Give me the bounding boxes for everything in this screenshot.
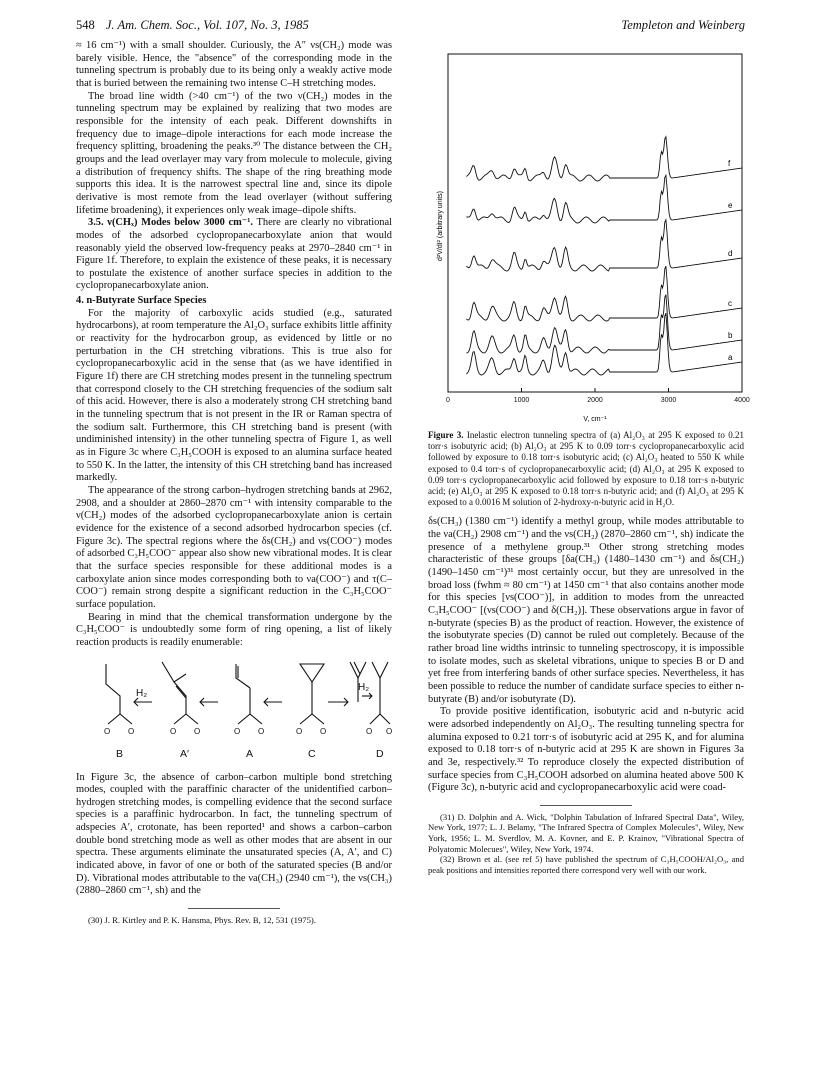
journal-citation: J. Am. Chem. Soc., Vol. 107, No. 3, 1985	[105, 18, 309, 32]
species-label: D	[376, 747, 384, 760]
curve-label: f	[728, 159, 731, 168]
x-tick-label: 4000	[734, 397, 750, 404]
x-tick-label: 3000	[660, 397, 677, 404]
running-header	[76, 18, 745, 34]
oxygen-label: O	[128, 726, 135, 736]
h2-label: H₂	[358, 681, 370, 693]
paragraph: To provide positive identification, isobutyric acid and n-butyric acid were adsorbed independently on Al₂O₃. The resulting tunneling spectra for alumina exposed to 0.21 torr·s of isobutyric acid at 295 K, and for alumina exposed to 0.18 torr·s of n-butyric acid at 295 K are shown in Figures 3a and 3e, respectively.³² To reproduce closely the expected distribution of surface species from C₃H₅COOH adsorbed on alumina heated above 500 K (Figure 3c), n-butyric acid and cyclopropanecarboxylic acid were coad-	[428, 706, 744, 794]
spectrum-e	[466, 175, 742, 223]
paragraph: For the majority of carboxylic acids studied (e.g., saturated hydrocarbons), at room temperature the Al₂O₃ surface exhibits little affinity or reactivity for the hydrocarbon group, as evidenced by little or no perturbation in the CH stretching vibrations. This is true also for cyclopropanecarboxylic acid in the sense that (as we have identified in Figure 1f) there are CH stretching modes present in the tunneling spectrum that correspond closely to the CH stretching frequencies of the sodium salt of this acid. However, there is also a moderately strong CH stretching band in the tunneling spectrum that is not present in the IR or Raman spectra of the sodium salt. Furthermore, this CH stretching band is present (with undiminished intensity) in the other tunneling spectra of Figure 1, as well as in Figure 3c where C₃H₅COOH is exposed to an alumina surface heated to 550 K. In the latter, the intensity of this CH stretching band has increased markedly.	[76, 307, 392, 484]
oxygen-label: O	[320, 726, 327, 736]
paragraph: ≈ 16 cm⁻¹) with a small shoulder. Curiously, the A″ νs(CH₂) mode was barely visible. Hence, the "absence" of the corresponding mode in the tunneling spectrum is probably due to its being only a weakly active mode that is buried between the remaining two intense C–H stretching modes.	[76, 40, 392, 89]
left-column	[76, 40, 392, 926]
section-heading: 4. n-Butyrate Surface Species	[76, 295, 207, 307]
oxygen-label: O	[386, 726, 393, 736]
oxygen-label: O	[366, 726, 373, 736]
oxygen-label: O	[296, 726, 303, 736]
spectrum-c	[466, 266, 742, 321]
h2-label: H₂	[136, 687, 148, 699]
oxygen-label: O	[258, 726, 265, 736]
y-axis-label: d²V/dI² (arbitrary units)	[437, 190, 444, 262]
oxygen-label: O	[194, 726, 201, 736]
oxygen-label: O	[170, 726, 177, 736]
species-label: C	[308, 747, 316, 760]
x-tick-label: 2000	[587, 397, 603, 404]
footnote-divider	[540, 805, 632, 806]
oxygen-label: O	[104, 726, 111, 736]
curve-label: a	[728, 353, 733, 362]
page-number: 548	[76, 18, 95, 32]
paragraph: The broad line width (>40 cm⁻¹) of the two ν(CH₂) modes in the tunneling spectrum may be explained by realizing that two modes are responsible for the intensity of each peak. Different downshifts in frequency due to image–dipole interactions for each mode increase the frequency splitting, broadening the peaks.³⁰ The distance between the CH₂ groups and the lead overlayer may vary from molecule to molecule, giving a distribution of frequency shifts. The shape of the ring breathing mode supports this idea. It is the narrowest spectral line and, since its dipole derivative is most remote from the lead overlayer (without suffering lifetime broadening), it experiences only weak image–dipole shifts.	[76, 90, 392, 216]
footnote: (31) D. Dolphin and A. Wick, "Dolphin Tabulation of Infrared Spectral Data", Wiley, New York, 1977; L. J. Belamy, "The Infrared Spectra of Complex Molecules", Wiley, New York, 1956; L. M. Sverdlov, M. A. Kovner, and E. P. Krainov, "Vibrational Spectra of Polyatomic Molecues", Wiley, New York, 1974.	[428, 811, 744, 854]
species-label: B	[116, 747, 124, 760]
x-tick-label: 1000	[513, 397, 530, 404]
curve-label: d	[728, 249, 733, 258]
authors-header: Templeton and Weinberg	[621, 18, 745, 32]
footnote: (30) J. R. Kirtley and P. K. Hansma, Phys. Rev. B, 12, 531 (1975).	[88, 915, 316, 926]
caption-label: Figure 3.	[428, 430, 464, 440]
footnote: (32) Brown et al. (see ref 5) have published the spectrum of C₃H₅COOH/Al₂O₃, and peak positions and intensities reported there correspond very well with our work.	[428, 854, 744, 875]
curve-label: c	[728, 299, 732, 308]
section-3-5: 3.5. ν(CHₓ) Modes below 3000 cm⁻¹. There are clearly no vibrational modes of the adsorbed cyclopropanecarboxylate anion that would reasonably yield the observed low-frequency peaks at 2970–2840 cm⁻¹ in Figure 1f. Therefore, to explain the existence of these peaks, it is necessary to postulate the existence of another surface species in addition to the cyclopropanecarboxylate anion.	[76, 217, 392, 292]
figure-3-plot	[428, 46, 750, 426]
section-heading: 3.5. ν(CHₓ) Modes below 3000 cm⁻¹.	[88, 217, 253, 229]
species-label: A′	[180, 747, 189, 760]
paragraph: In Figure 3c, the absence of carbon–carbon multiple bond stretching modes, coupled with the paraffinic character of the unidentified carbon–hydrogen stretching modes, is compelling evidence that the second surface species is a paraffinic hydrocarbon. In fact, the tunneling spectrum of adspecies A′, crotonate, has been reported¹ and shows a carbon–carbon double bond stretching mode as well as other modes that are absent in our spectra. These arguments eliminate the unsaturated species (A, A′, and C) indicated above, in favor of one or both of the saturated species (B and/or D). Vibrational modes attributable to the νa(CH₃) (2940 cm⁻¹), the νs(CH₃) (2880–2860 cm⁻¹, sh) and the	[76, 771, 392, 897]
spectrum-a	[466, 313, 742, 375]
curve-label: e	[728, 201, 733, 210]
figure-3	[428, 46, 750, 426]
right-column	[428, 40, 750, 875]
reaction-scheme-structures	[76, 656, 392, 748]
paragraph: δs(CH₃) (1380 cm⁻¹) identify a methyl group, while modes attributable to the νa(CH₂) 2908 cm⁻¹) and the νs(CH₂) (2870–2860 cm⁻¹, sh) indicate the presence of a methylene group.³¹ Other strong stretching modes characteristic of these groups [δa(CH₃) (1480–1430 cm⁻¹) and δs(CH₂) (1490–1450 cm⁻¹)³¹ most certainly occur, but they are unresolved in the broad loss (fwhm ≈ 80 cm⁻¹) at 1450 cm⁻¹ that also contains another mode for this species [νs(COO⁻)], in addition to modes from the unreacted C₃H₅COO⁻ [(νs(COO⁻) and δ(CH₂)]. These observations argue in favor of n-butyrate (species B) as the product of reaction. However, the existence of the isobutyrate species (D) cannot be ruled out completely. Because of the rather broad line widths intrinsic to tunneling spectroscopy, it is impossible to isolate modes, such as skeletal vibrations, unique to species B or D and yet free from interfering bands of other surface species. Nevertheless, it has been possible to reduce the number of candidate surface species to either n-butyrate (B) and/or isobutyrate (D).	[428, 516, 744, 705]
x-axis-label: V, cm⁻¹	[583, 416, 607, 423]
x-tick-label: 0	[446, 397, 450, 404]
footnote-divider	[188, 908, 280, 909]
spectrum-d	[466, 220, 742, 271]
spectrum-f	[466, 137, 742, 181]
figure-caption: Figure 3. Inelastic electron tunneling spectra of (a) Al₂O₃ at 295 K exposed to 0.21 torr·s isobutyric acid; (b) Al₂O₃ at 295 K to 0.09 torr·s cyclopropanecarboxylic acid followed by exposure to 0.18 torr·s isobutyric acid; (c) Al₂O₃ heated to 550 K while exposed to 0.4 torr·s of cyclopropanecarboxylic acid; (d) Al₂O₃ at 295 K exposed to 0.09 torr·s cyclopropanecarboxylic acid followed by exposure to 0.18 torr·s n-butyric acid; (e) Al₂O₃ at 295 K exposed to 0.18 torr·s n-butyric acid; and (f) Al₂O₃ at 295 K exposed to a 0.0016 M solution of 2-hydroxy-n-butyric acid in H₂O.	[428, 430, 744, 508]
curve-label: b	[728, 331, 733, 340]
paragraph: Bearing in mind that the chemical transformation undergone by the C₃H₅COO⁻ is undoubtedly some form of ring opening, a list of likely reaction products is readily enumerable:	[76, 611, 392, 648]
oxygen-label: O	[234, 726, 241, 736]
paragraph: The appearance of the strong carbon–hydrogen stretching bands at 2962, 2908, and a shoulder at 2860–2870 cm⁻¹ with intensity comparable to the ν(CH₂) modes of the adsorbed cyclopropanecarboxylate anion is certain evidence for the existence of a second adsorbed hydrocarbon species (cf. Figure 3c). The spectral regions where the δs(CH₂) and νs(COO⁻) modes of adsorbed C₃H₅COO⁻ appear also show new vibrational modes. It is clear that the surface species responsible for these additional modes is a carboxylate anion since modes corresponding both to νa(COO⁻) and τ(C–COO⁻) remain strong despite a significant reduction in the C₃H₅COO⁻ surface population.	[76, 484, 392, 610]
species-label: A	[246, 747, 254, 760]
reaction-scheme	[76, 656, 392, 766]
spectrum-b	[466, 295, 742, 353]
